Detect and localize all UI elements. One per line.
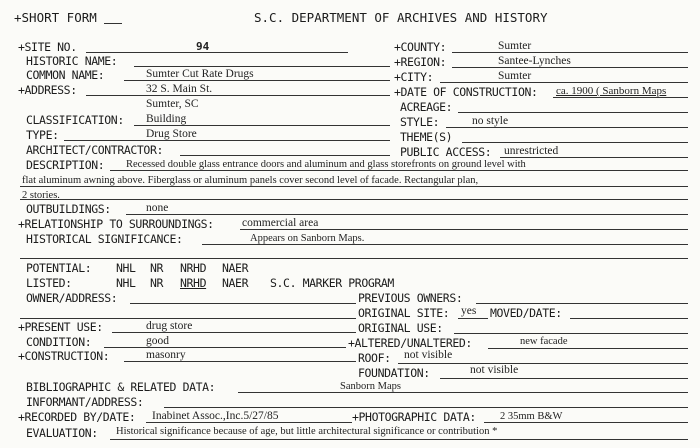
listed-nrhd: NRHD: [180, 276, 207, 290]
county-line: [452, 52, 688, 53]
region-label: +REGION:: [394, 55, 447, 69]
county-label: +COUNTY:: [394, 40, 447, 54]
bibliographic-line: [238, 392, 688, 393]
original-use-line: [454, 333, 688, 334]
photographic-data-label: +PHOTOGRAPHIC DATA:: [352, 410, 476, 424]
present-use-label: +PRESENT USE:: [18, 320, 103, 334]
common-name-value: Sumter Cut Rate Drugs: [146, 68, 254, 80]
construction-value: masonry: [146, 349, 186, 361]
classification-value: Building: [146, 113, 187, 125]
potential-nrhd: NRHD: [180, 261, 207, 275]
listed-label: LISTED:: [26, 276, 72, 290]
recorded-by-value: Inabinet Assoc.,Inc.5/27/85: [152, 410, 279, 422]
description-value-line3: 2 stories.: [22, 190, 60, 201]
roof-value: not visible: [404, 349, 453, 361]
acreage-label: ACREAGE:: [400, 100, 453, 114]
style-value: no style: [472, 115, 509, 127]
type-line: [64, 140, 390, 141]
description-value-line2: flat aluminum awning above. Fiberglass or aluminum panels cover second level of facade. Rectangular plan,: [22, 175, 479, 186]
type-label: TYPE:: [26, 128, 59, 142]
marker-program-label: S.C. MARKER PROGRAM: [270, 276, 394, 290]
architect-label: ARCHITECT/CONTRACTOR:: [26, 143, 163, 157]
informant-label: INFORMANT/ADDRESS:: [26, 395, 144, 409]
outbuildings-label: OUTBUILDINGS:: [26, 202, 111, 216]
city-label: +CITY:: [394, 70, 434, 84]
moved-date-line: [570, 318, 688, 319]
short-form-label: +SHORT FORM: [14, 10, 97, 25]
potential-naer: NAER: [222, 261, 249, 275]
condition-label: CONDITION:: [26, 335, 92, 349]
historic-name-label: HISTORIC NAME:: [26, 54, 118, 68]
common-name-label: COMMON NAME:: [26, 68, 105, 82]
potential-label: POTENTIAL:: [26, 261, 92, 275]
site-no-line: [86, 52, 348, 53]
outbuildings-line: [126, 214, 688, 215]
listed-naer: NAER: [222, 276, 249, 290]
address-line: [86, 95, 390, 96]
moved-date-label: MOVED/DATE:: [490, 306, 562, 320]
listed-nhl: NHL: [116, 276, 136, 290]
historical-significance-value: Appears on Sanborn Maps.: [250, 233, 365, 244]
date-of-construction-label: +DATE OF CONSTRUCTION:: [394, 85, 538, 99]
public-access-value: unrestricted: [504, 145, 559, 157]
roof-line: [398, 363, 688, 364]
evaluation-line: [110, 439, 688, 440]
evaluation-label: EVALUATION:: [26, 426, 98, 440]
site-no-value: 94: [196, 40, 210, 53]
previous-owners-label: PREVIOUS OWNERS:: [358, 291, 463, 305]
foundation-label: FOUNDATION:: [358, 366, 430, 380]
city-line: [440, 82, 688, 83]
address-label: +ADDRESS:: [18, 83, 77, 97]
potential-nhl: NHL: [116, 261, 136, 275]
bibliographic-value: Sanborn Maps: [340, 381, 401, 392]
historical-significance-line-2: [20, 258, 688, 259]
description-value-line1: Recessed double glass entrance doors and aluminum and glass storefronts on ground level with: [126, 159, 526, 170]
previous-owners-line: [476, 303, 688, 304]
owner-address-label: OWNER/ADDRESS:: [26, 291, 118, 305]
city-value: Sumter: [498, 70, 532, 82]
county-value: Sumter: [498, 40, 532, 52]
site-no-label: +SITE NO.: [18, 40, 77, 54]
outbuildings-value: none: [146, 202, 169, 214]
historic-name-line: [134, 66, 390, 67]
region-value: Santee-Lynches: [498, 55, 571, 67]
architect-line: [180, 155, 390, 156]
informant-line: [164, 407, 688, 408]
present-use-value: drug store: [146, 320, 193, 332]
historical-significance-label: HISTORICAL SIGNIFICANCE:: [26, 232, 183, 246]
themes-label: THEME(S): [400, 130, 453, 144]
potential-nr: NR: [150, 261, 164, 275]
acreage-line: [458, 112, 688, 113]
public-access-label: PUBLIC ACCESS:: [400, 145, 492, 159]
owner-address-line: [130, 303, 356, 304]
original-site-line: [458, 318, 488, 319]
listed-nr: NR: [150, 276, 164, 290]
description-line-3: [20, 199, 688, 200]
altered-line: [488, 348, 688, 349]
altered-value: new facade: [520, 336, 568, 347]
original-site-label: ORIGINAL SITE:: [358, 306, 450, 320]
roof-label: ROOF:: [358, 351, 391, 365]
evaluation-value: Historical significance because of age, but little architectural significance or contribution *: [116, 426, 498, 437]
short-form-blank: [104, 23, 122, 24]
bibliographic-label: BIBLIOGRAPHIC & RELATED DATA:: [26, 380, 216, 394]
foundation-line: [440, 378, 688, 379]
original-use-label: ORIGINAL USE:: [358, 321, 443, 335]
date-of-construction-value: ca. 1900 ( Sanborn Maps: [556, 85, 667, 97]
owner-address-line-2: [20, 318, 356, 319]
style-label: STYLE:: [400, 115, 440, 129]
type-value: Drug Store: [146, 128, 197, 140]
altered-label: +ALTERED/UNALTERED:: [348, 336, 472, 350]
department-title: S.C. DEPARTMENT OF ARCHIVES AND HISTORY: [254, 10, 548, 25]
relationship-value: commercial area: [242, 217, 319, 229]
condition-line: [104, 347, 346, 348]
themes-line: [462, 142, 688, 143]
relationship-label: +RELATIONSHIP TO SURROUNDINGS:: [18, 217, 214, 231]
address-value-line1: 32 S. Main St.: [146, 83, 213, 95]
classification-label: CLASSIFICATION:: [26, 113, 124, 127]
recorded-by-label: +RECORDED BY/DATE:: [18, 410, 136, 424]
foundation-value: not visible: [470, 364, 519, 376]
description-label: DESCRIPTION:: [26, 158, 105, 172]
condition-value: good: [146, 335, 169, 347]
original-site-value: yes: [461, 305, 477, 317]
address-value-line2: Sumter, SC: [146, 98, 199, 110]
construction-label: +CONSTRUCTION:: [18, 349, 110, 363]
photographic-data-value: 2 35mm B&W: [500, 411, 563, 422]
